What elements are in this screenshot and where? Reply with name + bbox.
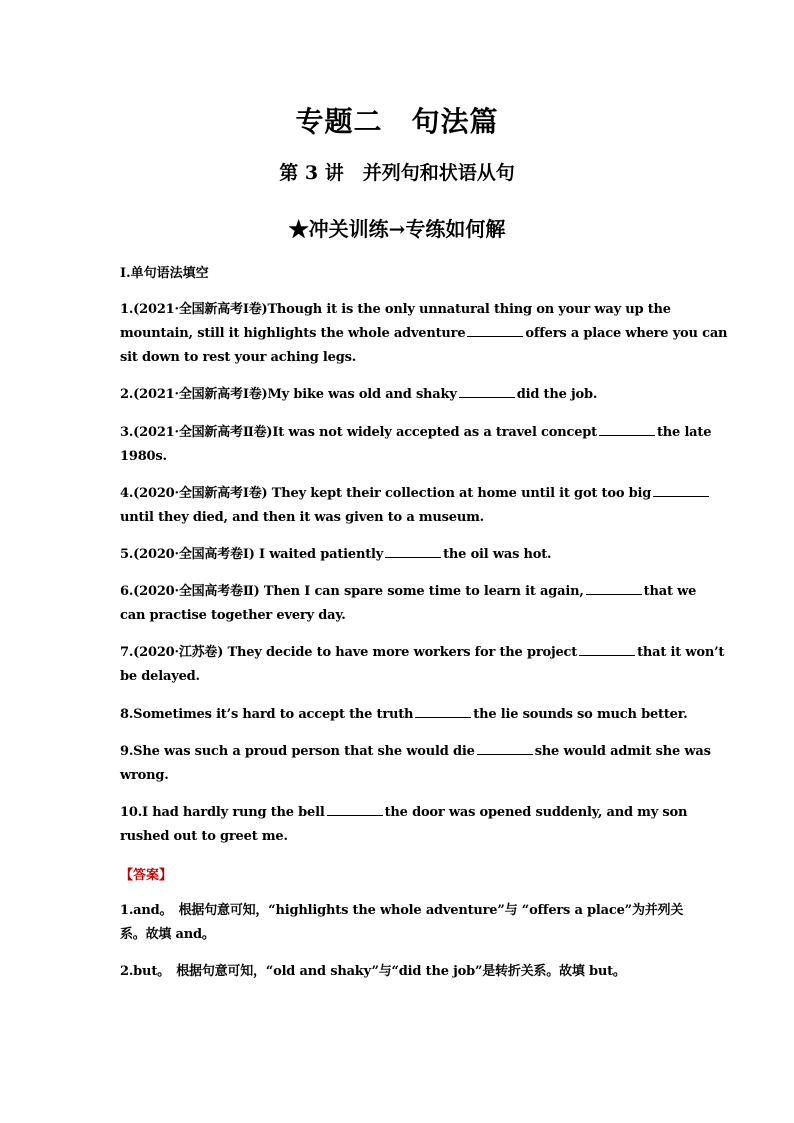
answer-blank[interactable] [579, 643, 635, 656]
question-6-line-1: 6.(2020·全国高考卷Ⅱ) Then I can spare some time to learn it again, that we [120, 584, 697, 599]
question-10-line-1: 10.I had hardly rung the bell the door was opened suddenly, and my son [120, 805, 688, 820]
question-5 [120, 543, 680, 567]
answer-blank[interactable] [415, 705, 471, 718]
question-3 [120, 421, 712, 469]
question-2-line-1: 2.(2021·全国新高考Ⅰ卷)My bike was old and shaky did the job. [120, 387, 598, 402]
question-4-line-1: 4.(2020·全国新高考Ⅰ卷) They kept their collection at home until it got too big [120, 482, 680, 506]
answer-1-line-2: 系。故填 and。 [120, 927, 215, 942]
answer-blank[interactable] [586, 582, 642, 595]
question-9 [120, 740, 711, 788]
question-10 [120, 801, 688, 849]
answer-blank[interactable] [459, 385, 515, 398]
question-9-line-2: wrong. [120, 768, 169, 783]
question-2 [120, 383, 680, 407]
question-1-line-2: mountain, still it highlights the whole adventure offers a place where you can [120, 326, 728, 341]
question-7-line-1: 7.(2020·江苏卷) They decide to have more workers for the project that it won’t [120, 645, 725, 660]
question-3-line-1: 3.(2021·全国新高考Ⅱ卷)It was not widely accepted as a travel concept the late [120, 425, 712, 440]
question-8 [120, 703, 688, 727]
answer-blank[interactable] [477, 742, 533, 755]
question-9-line-1: 9.She was such a proud person that she would die she would admit she was [120, 744, 711, 759]
question-8-line-1: 8.Sometimes it’s hard to accept the truth the lie sounds so much better. [120, 707, 688, 722]
question-7 [120, 641, 725, 689]
answer-1-line-1: 1.and。 根据句意可知，“highlights the whole adventure”与 “offers a place”为并列关 [120, 903, 684, 918]
question-1-line-1: 1.(2021·全国新高考Ⅰ卷)Though it is the only unnatural thing on your way up the [120, 302, 671, 317]
question-6-line-2: can practise together every day. [120, 608, 346, 623]
question-5-line-1: 5.(2020·全国高考卷Ⅰ) I waited patiently the oil was hot. [120, 547, 552, 562]
question-1 [120, 298, 728, 370]
answers-title: 【答案】 [120, 868, 173, 883]
lecture-title: 第 3 讲 并列句和状语从句 [279, 162, 515, 184]
question-10-line-2: rushed out to greet me. [120, 829, 288, 844]
question-6 [120, 580, 697, 628]
answer-blank[interactable] [385, 545, 441, 558]
answer-2 [120, 960, 680, 984]
question-3-line-2: 1980s. [120, 449, 167, 464]
topic-title: 专题二 句法篇 [295, 105, 499, 138]
answer-blank[interactable] [467, 324, 523, 337]
drill-title: ★冲关训练→专练如何解 [288, 217, 506, 241]
section-title: Ⅰ.单句语法填空 [120, 266, 209, 281]
answer-1 [120, 899, 684, 947]
answer-blank[interactable] [599, 423, 655, 436]
answer-2-line-1: 2.but。 根据句意可知，“old and shaky”与“did the job”是转折关系。故填 but。 [120, 964, 626, 979]
question-4-line-2: until they died, and then it was given to a museum. [120, 510, 484, 525]
question-7-line-2: be delayed. [120, 669, 200, 684]
question-4 [120, 482, 680, 530]
answer-blank[interactable] [327, 803, 383, 816]
question-1-line-3: sit down to rest your aching legs. [120, 350, 357, 365]
answer-blank[interactable] [653, 484, 709, 497]
